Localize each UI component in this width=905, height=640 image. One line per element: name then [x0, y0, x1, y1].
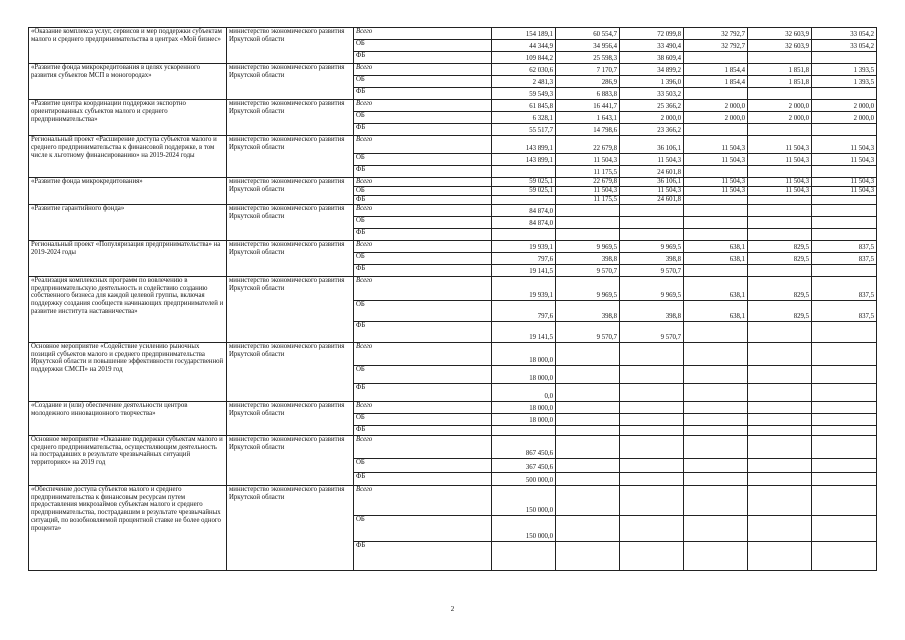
amount-cell: [812, 413, 877, 425]
amount-cell: 11 504,3: [748, 187, 812, 196]
funding-source-cell: ОБ: [354, 300, 492, 321]
table-row: [29, 136, 877, 154]
amount-cell: 18 000,0: [492, 365, 556, 383]
amount-cell: [620, 365, 684, 383]
amount-cell: [620, 216, 684, 228]
amount-cell: 18 000,0: [492, 401, 556, 413]
amount-cell: 11 504,3: [748, 136, 812, 154]
amount-cell: 638,1: [684, 276, 748, 300]
amount-cell: 398,8: [620, 300, 684, 321]
funding-source-cell: Всего: [354, 136, 492, 154]
funding-source-cell: ОБ: [354, 515, 492, 541]
table-row: [29, 64, 877, 76]
amount-cell: [748, 458, 812, 472]
amount-cell: [812, 52, 877, 64]
amount-cell: 6 328,1: [492, 112, 556, 124]
measure-name-cell: Региональный проект «Расширение доступа субъектов малого и среднего предпринимательства к финансовой поддержке, в том числе к льготному финансированию» на 2019-2024 годы: [29, 136, 227, 178]
measure-name-cell: «Развитие фонда микрокредитования»: [29, 178, 227, 205]
amount-cell: 11 504,3: [620, 154, 684, 166]
amount-cell: [556, 342, 620, 365]
amount-cell: 14 798,6: [556, 124, 620, 136]
amount-cell: 1 393,5: [812, 64, 877, 76]
funding-source-cell: Всего: [354, 178, 492, 187]
funding-source-cell: ОБ: [354, 216, 492, 228]
amount-cell: 797,6: [492, 300, 556, 321]
amount-cell: 11 504,3: [748, 154, 812, 166]
amount-cell: [684, 472, 748, 485]
responsible-cell: министерство экономического развития Иркутской области: [227, 64, 354, 100]
amount-cell: [556, 515, 620, 541]
amount-cell: [748, 425, 812, 435]
amount-cell: 84 874,0: [492, 204, 556, 216]
funding-source-cell: ОБ: [354, 76, 492, 88]
responsible-cell: министерство экономического развития Иркутской области: [227, 276, 354, 342]
amount-cell: [812, 485, 877, 515]
amount-cell: 60 554,7: [556, 28, 620, 40]
amount-cell: [684, 541, 748, 570]
funding-source-cell: ФБ: [354, 166, 492, 178]
measure-name-cell: «Развитие фонда микрокредитования в целях ускоренного развития субъектов МСП в моногородах»: [29, 64, 227, 100]
funding-source-cell: ОБ: [354, 458, 492, 472]
amount-cell: 59 549,3: [492, 88, 556, 100]
amount-cell: 72 099,8: [620, 28, 684, 40]
funding-source-cell: Всего: [354, 435, 492, 458]
amount-cell: 829,5: [748, 252, 812, 264]
amount-cell: [620, 342, 684, 365]
amount-cell: [556, 485, 620, 515]
amount-cell: 1 854,4: [684, 64, 748, 76]
amount-cell: 0,0: [492, 383, 556, 401]
amount-cell: 867 450,6: [492, 435, 556, 458]
amount-cell: 36 106,1: [620, 178, 684, 187]
amount-cell: 2 000,0: [812, 100, 877, 112]
amount-cell: 829,5: [748, 240, 812, 252]
amount-cell: 33 503,2: [620, 88, 684, 100]
amount-cell: 24 601,8: [620, 195, 684, 204]
responsible-cell: министерство экономического развития Иркутской области: [227, 100, 354, 136]
amount-cell: [748, 195, 812, 204]
table-row: [29, 435, 877, 458]
budget-table-body: [29, 28, 877, 571]
funding-source-cell: Всего: [354, 276, 492, 300]
amount-cell: 1 851,8: [748, 64, 812, 76]
amount-cell: [812, 425, 877, 435]
amount-cell: [684, 264, 748, 276]
amount-cell: 32 792,7: [684, 40, 748, 52]
amount-cell: [620, 458, 684, 472]
amount-cell: [748, 435, 812, 458]
amount-cell: [556, 228, 620, 240]
amount-cell: [556, 204, 620, 216]
responsible-cell: министерство экономического развития Иркутской области: [227, 240, 354, 276]
amount-cell: 32 603,9: [748, 28, 812, 40]
amount-cell: [556, 425, 620, 435]
amount-cell: 9 570,7: [620, 321, 684, 342]
amount-cell: 19 141,5: [492, 264, 556, 276]
amount-cell: 154 189,1: [492, 28, 556, 40]
amount-cell: [748, 52, 812, 64]
amount-cell: 59 025,1: [492, 178, 556, 187]
amount-cell: [748, 264, 812, 276]
amount-cell: [620, 401, 684, 413]
amount-cell: [684, 124, 748, 136]
amount-cell: [748, 88, 812, 100]
amount-cell: [620, 204, 684, 216]
amount-cell: [812, 195, 877, 204]
amount-cell: 18 000,0: [492, 413, 556, 425]
amount-cell: 32 603,9: [748, 40, 812, 52]
amount-cell: 23 366,2: [620, 124, 684, 136]
amount-cell: [684, 228, 748, 240]
measure-name-cell: Основное мероприятие «Содействие усилению рыночных позиций субъектов малого и среднего предпринимательства Иркутской области и повышение эффективности государственной поддержки СМСП» на 2019 год: [29, 342, 227, 401]
amount-cell: [812, 88, 877, 100]
amount-cell: [556, 413, 620, 425]
amount-cell: [812, 204, 877, 216]
amount-cell: [620, 435, 684, 458]
amount-cell: 797,6: [492, 252, 556, 264]
amount-cell: [684, 435, 748, 458]
amount-cell: [812, 401, 877, 413]
amount-cell: [556, 435, 620, 458]
amount-cell: 2 000,0: [620, 112, 684, 124]
amount-cell: 38 609,4: [620, 52, 684, 64]
amount-cell: 32 792,7: [684, 28, 748, 40]
funding-source-cell: Всего: [354, 485, 492, 515]
amount-cell: 1 396,0: [620, 76, 684, 88]
amount-cell: 150 000,0: [492, 515, 556, 541]
amount-cell: 19 141,5: [492, 321, 556, 342]
amount-cell: [620, 228, 684, 240]
amount-cell: 25 598,3: [556, 52, 620, 64]
measure-name-cell: Основное мероприятие «Оказание поддержки субъектам малого и среднего предпринимательства, осуществляющим деятельность на пострадавших в результате чрезвычайных ситуаций территориях» на 2019 год: [29, 435, 227, 485]
amount-cell: [492, 166, 556, 178]
amount-cell: [812, 458, 877, 472]
funding-source-cell: ФБ: [354, 195, 492, 204]
responsible-cell: министерство экономического развития Иркутской области: [227, 178, 354, 205]
table-row: [29, 204, 877, 216]
amount-cell: 2 000,0: [684, 112, 748, 124]
responsible-cell: министерство экономического развития Иркутской области: [227, 136, 354, 178]
responsible-cell: министерство экономического развития Иркутской области: [227, 435, 354, 485]
funding-source-cell: ФБ: [354, 541, 492, 570]
amount-cell: [748, 401, 812, 413]
amount-cell: [748, 515, 812, 541]
amount-cell: 6 883,8: [556, 88, 620, 100]
amount-cell: [748, 321, 812, 342]
amount-cell: [684, 365, 748, 383]
amount-cell: [812, 435, 877, 458]
funding-source-cell: Всего: [354, 204, 492, 216]
amount-cell: [812, 515, 877, 541]
table-row: [29, 100, 877, 112]
funding-source-cell: Всего: [354, 240, 492, 252]
budget-table: [28, 27, 877, 571]
amount-cell: 109 844,2: [492, 52, 556, 64]
amount-cell: [812, 216, 877, 228]
amount-cell: 367 450,6: [492, 458, 556, 472]
amount-cell: 11 504,3: [684, 178, 748, 187]
amount-cell: [684, 425, 748, 435]
amount-cell: 25 366,2: [620, 100, 684, 112]
funding-source-cell: ОБ: [354, 252, 492, 264]
responsible-cell: министерство экономического развития Иркутской области: [227, 485, 354, 570]
amount-cell: 9 969,5: [620, 276, 684, 300]
amount-cell: [620, 485, 684, 515]
amount-cell: 22 679,8: [556, 136, 620, 154]
amount-cell: [684, 88, 748, 100]
amount-cell: [748, 383, 812, 401]
amount-cell: [812, 228, 877, 240]
amount-cell: 286,9: [556, 76, 620, 88]
measure-name-cell: «Оказание комплекса услуг, сервисов и мер поддержки субъектам малого и среднего предпринимательства в центрах «Мой бизнес»: [29, 28, 227, 64]
funding-source-cell: ФБ: [354, 264, 492, 276]
amount-cell: 398,8: [556, 300, 620, 321]
amount-cell: [684, 321, 748, 342]
amount-cell: 9 969,5: [620, 240, 684, 252]
amount-cell: [748, 166, 812, 178]
funding-source-cell: ОБ: [354, 413, 492, 425]
amount-cell: 2 481,3: [492, 76, 556, 88]
amount-cell: 59 025,1: [492, 187, 556, 196]
amount-cell: 36 106,1: [620, 136, 684, 154]
amount-cell: 19 939,1: [492, 240, 556, 252]
amount-cell: [684, 195, 748, 204]
table-row: [29, 401, 877, 413]
amount-cell: [812, 166, 877, 178]
amount-cell: [748, 204, 812, 216]
amount-cell: 61 845,8: [492, 100, 556, 112]
amount-cell: 829,5: [748, 276, 812, 300]
amount-cell: [812, 264, 877, 276]
amount-cell: [748, 472, 812, 485]
amount-cell: 837,5: [812, 252, 877, 264]
amount-cell: 837,5: [812, 240, 877, 252]
amount-cell: [748, 413, 812, 425]
table-row: [29, 178, 877, 187]
amount-cell: 2 000,0: [684, 100, 748, 112]
amount-cell: 638,1: [684, 240, 748, 252]
amount-cell: 2 000,0: [748, 112, 812, 124]
amount-cell: [684, 216, 748, 228]
responsible-cell: министерство экономического развития Иркутской области: [227, 401, 354, 435]
amount-cell: [748, 365, 812, 383]
amount-cell: 398,8: [556, 252, 620, 264]
funding-source-cell: ОБ: [354, 365, 492, 383]
amount-cell: 1 393,5: [812, 76, 877, 88]
amount-cell: [812, 472, 877, 485]
funding-source-cell: ФБ: [354, 472, 492, 485]
funding-source-cell: ФБ: [354, 52, 492, 64]
amount-cell: 11 504,3: [684, 187, 748, 196]
amount-cell: [812, 124, 877, 136]
funding-source-cell: Всего: [354, 401, 492, 413]
funding-source-cell: Всего: [354, 342, 492, 365]
amount-cell: 11 504,3: [684, 154, 748, 166]
amount-cell: 829,5: [748, 300, 812, 321]
amount-cell: [684, 458, 748, 472]
funding-source-cell: Всего: [354, 28, 492, 40]
amount-cell: [620, 515, 684, 541]
table-row: [29, 28, 877, 40]
amount-cell: 11 504,3: [748, 178, 812, 187]
amount-cell: 18 000,0: [492, 342, 556, 365]
amount-cell: [492, 228, 556, 240]
amount-cell: [556, 401, 620, 413]
amount-cell: 24 601,8: [620, 166, 684, 178]
amount-cell: 19 939,1: [492, 276, 556, 300]
amount-cell: 33 054,2: [812, 28, 877, 40]
amount-cell: 9 969,5: [556, 276, 620, 300]
amount-cell: [620, 541, 684, 570]
amount-cell: 9 570,7: [556, 264, 620, 276]
funding-source-cell: Всего: [354, 64, 492, 76]
amount-cell: [748, 541, 812, 570]
amount-cell: 1 643,1: [556, 112, 620, 124]
amount-cell: 1 854,4: [684, 76, 748, 88]
amount-cell: 638,1: [684, 300, 748, 321]
amount-cell: 837,5: [812, 300, 877, 321]
amount-cell: [684, 485, 748, 515]
amount-cell: 34 956,4: [556, 40, 620, 52]
amount-cell: [620, 425, 684, 435]
amount-cell: [556, 365, 620, 383]
amount-cell: 9 969,5: [556, 240, 620, 252]
responsible-cell: министерство экономического развития Иркутской области: [227, 204, 354, 240]
amount-cell: 11 504,3: [620, 187, 684, 196]
measure-name-cell: «Развитие гарантийного фонда»: [29, 204, 227, 240]
amount-cell: [684, 204, 748, 216]
measure-name-cell: Региональный проект «Популяризация предпринимательства» на 2019-2024 годы: [29, 240, 227, 276]
funding-source-cell: ФБ: [354, 124, 492, 136]
amount-cell: [556, 472, 620, 485]
amount-cell: 837,5: [812, 276, 877, 300]
amount-cell: 34 899,2: [620, 64, 684, 76]
amount-cell: [748, 216, 812, 228]
amount-cell: [812, 321, 877, 342]
amount-cell: 33 054,2: [812, 40, 877, 52]
amount-cell: [684, 515, 748, 541]
amount-cell: [748, 485, 812, 515]
amount-cell: [684, 413, 748, 425]
amount-cell: [492, 425, 556, 435]
funding-source-cell: Всего: [354, 100, 492, 112]
funding-source-cell: ФБ: [354, 425, 492, 435]
amount-cell: [556, 383, 620, 401]
amount-cell: 16 441,7: [556, 100, 620, 112]
amount-cell: [492, 541, 556, 570]
amount-cell: [620, 383, 684, 401]
amount-cell: 9 570,7: [620, 264, 684, 276]
table-row: [29, 342, 877, 365]
amount-cell: 22 679,8: [556, 178, 620, 187]
amount-cell: 11 504,3: [812, 187, 877, 196]
funding-source-cell: ОБ: [354, 187, 492, 196]
amount-cell: 638,1: [684, 252, 748, 264]
table-row: [29, 485, 877, 515]
amount-cell: 11 504,3: [556, 187, 620, 196]
amount-cell: [620, 472, 684, 485]
amount-cell: 33 490,4: [620, 40, 684, 52]
amount-cell: 84 874,0: [492, 216, 556, 228]
amount-cell: 11 504,3: [812, 178, 877, 187]
amount-cell: [684, 401, 748, 413]
amount-cell: 7 170,7: [556, 64, 620, 76]
amount-cell: 11 504,3: [812, 136, 877, 154]
amount-cell: [684, 383, 748, 401]
measure-name-cell: «Создание и (или) обеспечение деятельности центров молодежного инновационного творчества»: [29, 401, 227, 435]
table-row: [29, 240, 877, 252]
amount-cell: [748, 228, 812, 240]
amount-cell: 11 504,3: [812, 154, 877, 166]
funding-source-cell: ФБ: [354, 383, 492, 401]
table-row: [29, 276, 877, 300]
amount-cell: 500 000,0: [492, 472, 556, 485]
funding-source-cell: ФБ: [354, 228, 492, 240]
funding-source-cell: ОБ: [354, 40, 492, 52]
page-number: 2: [450, 605, 455, 613]
responsible-cell: министерство экономического развития Иркутской области: [227, 28, 354, 64]
amount-cell: [812, 541, 877, 570]
amount-cell: 2 000,0: [748, 100, 812, 112]
amount-cell: 2 000,0: [812, 112, 877, 124]
amount-cell: [812, 342, 877, 365]
amount-cell: 143 899,1: [492, 154, 556, 166]
funding-source-cell: ОБ: [354, 154, 492, 166]
measure-name-cell: «Развитие центра координации поддержки экспортно ориентированных субъектов малого и среднего предпринимательства»: [29, 100, 227, 136]
amount-cell: [556, 541, 620, 570]
amount-cell: 143 899,1: [492, 136, 556, 154]
funding-source-cell: ОБ: [354, 112, 492, 124]
measure-name-cell: «Реализация комплексных программ по вовлечению в предпринимательскую деятельность и содействию созданию собственного бизнеса для каждой целевой группы, включая поддержку создания сообществ начинающих предпринимателей и развитие института наставничества»: [29, 276, 227, 342]
amount-cell: 11 175,5: [556, 195, 620, 204]
amount-cell: [684, 166, 748, 178]
amount-cell: 9 570,7: [556, 321, 620, 342]
amount-cell: [812, 383, 877, 401]
amount-cell: [684, 52, 748, 64]
amount-cell: 1 851,8: [748, 76, 812, 88]
amount-cell: [748, 124, 812, 136]
amount-cell: 11 504,3: [556, 154, 620, 166]
amount-cell: 44 344,9: [492, 40, 556, 52]
amount-cell: [748, 342, 812, 365]
funding-source-cell: ФБ: [354, 321, 492, 342]
amount-cell: 62 030,6: [492, 64, 556, 76]
amount-cell: 11 175,5: [556, 166, 620, 178]
amount-cell: [556, 216, 620, 228]
amount-cell: 11 504,3: [684, 136, 748, 154]
amount-cell: 398,8: [620, 252, 684, 264]
amount-cell: [492, 195, 556, 204]
responsible-cell: министерство экономического развития Иркутской области: [227, 342, 354, 401]
amount-cell: 55 517,7: [492, 124, 556, 136]
amount-cell: [812, 365, 877, 383]
funding-source-cell: ФБ: [354, 88, 492, 100]
amount-cell: [684, 342, 748, 365]
amount-cell: [620, 413, 684, 425]
amount-cell: 150 000,0: [492, 485, 556, 515]
amount-cell: [556, 458, 620, 472]
measure-name-cell: «Обеспечение доступа субъектов малого и среднего предпринимательства к финансовым ресурсам путем предоставления микрозаймов субъектам малого и среднего предпринимательства, пострадавшим в результате чрезвычайных ситуаций, по возобновляемой процентной ставке не более одного процента»: [29, 485, 227, 570]
